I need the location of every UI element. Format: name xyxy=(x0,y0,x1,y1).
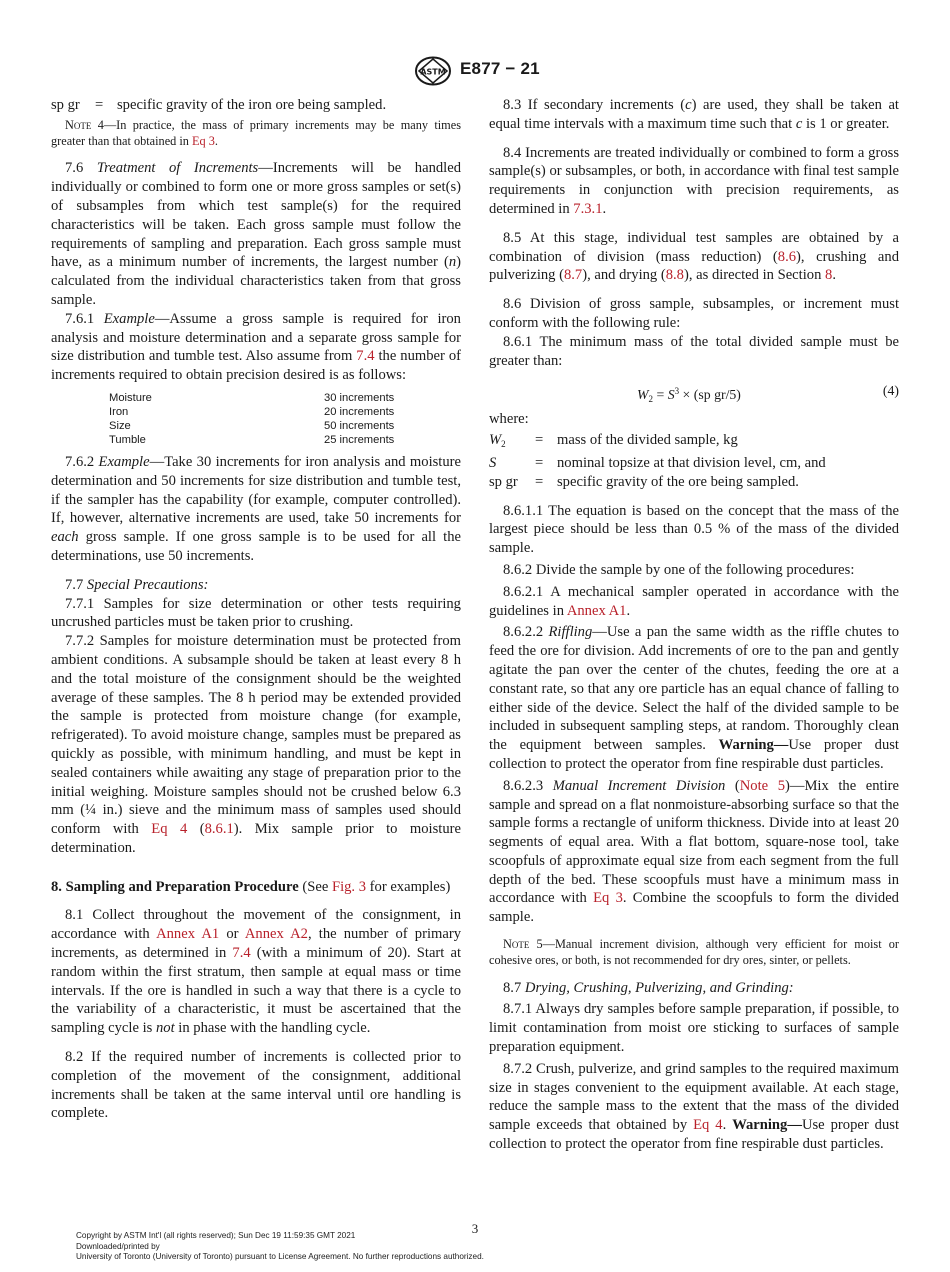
para-number: 8.6.2.3 xyxy=(503,777,544,794)
para-text: ( xyxy=(725,777,740,794)
definition-row xyxy=(489,473,826,492)
para-text: —Use a pan the same width as the riffle chutes to feed the ore for division. Add increments of ore to the pan and gently agitate the pan over the center of the chutes, feeding the ore at a constant rate, so that any ore particle has an equal chance of falling to either side of the device. Select the half of the divided sample to be included in subsequent sampling steps, at random. Thoroughly clean the equipment between samples. xyxy=(489,624,899,754)
para-number: 8.6 xyxy=(503,296,522,313)
para-text-end: . xyxy=(626,602,631,619)
eq-s-sup: 3 xyxy=(674,386,680,397)
para-number: 7.7.2 xyxy=(65,633,95,650)
para-text: Increments are treated individually or combined to form a gross sample(s) or subsamples, or both, in accordance with final test sample requirements in conjunction with precision requirements, as determined in xyxy=(489,144,899,217)
def-sym: S xyxy=(489,454,497,471)
where-label: where: xyxy=(489,411,529,428)
para-8-5 xyxy=(489,229,899,285)
para-number: 8.2 xyxy=(65,1049,84,1066)
para-8-6-2-3 xyxy=(489,777,899,927)
table-cell-count: 30 increments xyxy=(324,391,395,404)
para-8-4 xyxy=(489,144,899,219)
para-text-end: Use proper dust collection to protect the operator from fine respirable dust particles. xyxy=(489,737,899,772)
para-text: —Increments will be handled individually or combined to form one or more gross samples or set(s) of subsamples from which test sample(s) for the required characteristics will be taken. Each gross sample must follow the requirements of sampling and preparation. Each gross sample must have, as a minimum number of increments, the largest number ( xyxy=(51,160,462,271)
ref-8-7-link[interactable]: 8.7 xyxy=(563,267,583,284)
para-text: If secondary increments ( xyxy=(527,97,686,113)
emph-not: not xyxy=(155,1020,175,1037)
eq-equals: = xyxy=(653,387,668,403)
table-row xyxy=(109,405,461,419)
note-text-end: . xyxy=(214,133,218,148)
left-column xyxy=(51,96,461,1123)
para-number: 8.6.1.1 xyxy=(503,502,544,519)
def-sym: W xyxy=(489,432,502,449)
astm-logo-icon xyxy=(414,56,452,86)
standard-designation: E877 − 21 xyxy=(460,59,540,78)
para-text-b: , the number of primary increments, as determined in xyxy=(51,926,462,962)
para-title: Treatment of Increments xyxy=(96,160,259,177)
para-text-b: ), crushing and pulverizing ( xyxy=(489,248,899,284)
table-cell-name: Moisture xyxy=(109,391,152,404)
def-symbol xyxy=(489,454,535,473)
eq3-link[interactable]: Eq 3 xyxy=(593,890,623,907)
annex-a1-link[interactable]: Annex A1 xyxy=(156,926,220,943)
para-text-end: . xyxy=(832,267,836,284)
section-8-heading xyxy=(51,878,461,897)
para-7-6-2 xyxy=(51,453,461,566)
para-text-end: in phase with the handling cycle. xyxy=(174,1020,371,1037)
para-title: Example xyxy=(103,310,155,327)
def-symbol xyxy=(489,431,535,454)
eq3-link[interactable]: Eq 3 xyxy=(192,133,215,148)
svg-text:ASTM: ASTM xyxy=(420,67,446,77)
para-text-b: . xyxy=(722,1117,733,1134)
para-title: Example xyxy=(98,453,150,470)
para-text: —Assume a gross sample is required for iron analysis and moisture determination and a separate gross sample for size distribution and tumble test. Also assume from xyxy=(51,310,461,365)
def-equals: = xyxy=(95,97,104,113)
para-number: 7.6.1 xyxy=(65,310,95,327)
para-text: Always dry samples before sample preparation, if possible, to limit contamination from moist ore sticking to surfaces of sample preparation equipment. xyxy=(489,1001,900,1056)
ref-8-8-link[interactable]: 8.8 xyxy=(665,267,684,284)
para-number: 7.6 xyxy=(65,160,84,177)
table-cell-name: Iron xyxy=(109,405,129,418)
para-number: 7.7.1 xyxy=(65,595,95,612)
def-sub: 2 xyxy=(501,439,506,450)
para-text: Samples for size determination or other tests requiring uncrushed particles must be taken prior to crushing. xyxy=(51,595,461,631)
para-number: 7.7 xyxy=(65,576,84,593)
ref-7-4-link[interactable]: 7.4 xyxy=(356,348,375,365)
def-equals: = xyxy=(535,454,544,471)
right-column xyxy=(489,96,899,1154)
para-text: A mechanical sampler operated in accordance with the guidelines in xyxy=(489,583,899,619)
para-8-6-1-1 xyxy=(489,502,899,558)
definition-row xyxy=(489,431,826,454)
equation-body xyxy=(637,382,741,409)
para-number: 8.7.1 xyxy=(503,1001,533,1018)
note-text: —In practice, the mass of primary increments may be many times greater than that obtained in xyxy=(51,117,461,148)
para-8-7 xyxy=(489,979,899,998)
para-8-7-2 xyxy=(489,1060,899,1154)
para-8-6-2 xyxy=(489,561,899,580)
table-cell-count: 25 increments xyxy=(324,433,395,446)
var-c: c xyxy=(685,97,692,113)
para-text-end: gross sample. If one gross sample is to be used for all the determinations, use 50 increments. xyxy=(51,529,461,564)
para-7-6-1 xyxy=(51,310,461,385)
footer-line: University of Toronto (University of Toronto) pursuant to License Agreement. No further reproductions authorized. xyxy=(76,1252,484,1262)
table-cell-name: Size xyxy=(109,419,131,432)
para-text-end: is 1 or greater. xyxy=(802,115,890,132)
para-text-end: Use proper dust collection to protect the operator from fine respirable dust particles. xyxy=(489,1117,899,1153)
para-7-6 xyxy=(51,159,461,309)
section-text: (See xyxy=(298,878,332,895)
para-8-1 xyxy=(51,906,461,1038)
definition-list xyxy=(489,431,826,491)
fig3-link[interactable]: Fig. 3 xyxy=(331,878,367,895)
para-8-2 xyxy=(51,1048,461,1123)
note-text: —Manual increment division, although very efficient for moist or cohesive ores, or both, is not recommended for dry ores, sinter, or pellets. xyxy=(489,937,899,967)
para-text: Collect throughout the movement of the consignment, in accordance with xyxy=(51,907,461,943)
para-text-or: or xyxy=(219,926,245,943)
para-text: Samples for moisture determination must be protected from ambient conditions. A subsample should be taken at least every 8 h and the total moisture of the consignment should be the weighted average of these samples. The 8 h period may be extended provided the sample is protected from moisture change (for example, refrigerated). To avoid moisture change, samples must be prepared as quickly as possible, with minimum handling, and must be kept in sealed containers while awaiting any stage of preparation prior to the initial weighing. Moisture samples should not be crushed below 6.3 mm (¼ in.) sieve and the minimum mass of samples used should conform with xyxy=(51,633,461,838)
eq-w-sub: 2 xyxy=(648,394,653,405)
eq4-link[interactable]: Eq 4 xyxy=(151,821,188,838)
section-text-end: for examples) xyxy=(366,878,451,895)
def-equals: = xyxy=(535,473,544,490)
equation-number: (4) xyxy=(882,383,899,399)
para-text-d: ), as directed in Section xyxy=(683,267,826,284)
def-text: nominal topsize at that division level, cm, and xyxy=(557,454,826,471)
para-number: 8.1 xyxy=(65,907,84,924)
note-5 xyxy=(489,937,899,969)
para-text: Crush, pulverize, and grind samples to the required maximum size in stages convenient to the equipment available. At each stage, reduce the sample mass to the extent that the mass of the divided sample exceeds that obtained by xyxy=(489,1060,899,1134)
table-row xyxy=(109,419,461,433)
para-text: Division of gross sample, subsamples, or increment must conform with the following rule: xyxy=(489,296,899,331)
para-number: 8.6.2.2 xyxy=(503,624,544,641)
para-number: 8.3 xyxy=(503,97,522,113)
note-4 xyxy=(51,118,461,150)
para-8-6-1 xyxy=(489,333,899,371)
para-number: 8.7.2 xyxy=(503,1060,533,1077)
eq-s: S xyxy=(667,387,675,403)
eq-rest: × (sp gr/5) xyxy=(679,387,741,403)
para-text-end: the number of increments required to obtain precision desired is as follows: xyxy=(51,348,461,384)
emph-each: each xyxy=(51,529,79,546)
section-title: Sampling and Preparation Procedure xyxy=(65,878,299,895)
page-number: 3 xyxy=(471,1221,479,1236)
def-text: mass of the divided sample, kg xyxy=(557,432,738,449)
para-7-7-2 xyxy=(51,632,461,858)
para-text: At this stage, individual test samples are obtained by a combination of division (mass reduction) ( xyxy=(489,229,900,265)
ref-7-4-link[interactable]: 7.4 xyxy=(232,945,251,962)
para-text-end: ) calculated from the individual characteristics taken from that gross sample. xyxy=(51,254,461,308)
para-7-7 xyxy=(51,576,461,595)
table-cell-name: Tumble xyxy=(109,433,146,446)
para-text-c: (with a minimum of 20). Start at random within the first stratum, then sample at equal mass or time intervals. If the ore is handled in such a way that there is a cycle to the variability of a characteristic, it must be ascertained that the sampling cycle is xyxy=(51,945,462,1037)
table-cell-count: 50 increments xyxy=(324,419,395,432)
para-text: If the required number of increments is collected prior to completion of the movement of the consignment, additional increments shall be taken at the same interval until ore handling is complete. xyxy=(51,1049,461,1122)
def-text: specific gravity of the iron ore being sampled. xyxy=(117,97,387,113)
warning-label: Warning— xyxy=(732,1117,802,1134)
para-text-c: ), and drying ( xyxy=(582,267,666,284)
definition-sp-gr xyxy=(51,96,386,115)
ref-section-8-link[interactable]: 8 xyxy=(825,267,833,284)
annex-a2-link[interactable]: Annex A2 xyxy=(244,926,308,943)
para-number: 7.6.2 xyxy=(65,453,95,470)
def-text: specific gravity of the ore being sampled. xyxy=(557,473,799,490)
table-cell-count: 20 increments xyxy=(324,405,395,418)
ref-8-6-1-link[interactable]: 8.6.1 xyxy=(204,821,234,838)
para-8-6 xyxy=(489,295,899,333)
para-text-b: )—Mix the entire sample and spread on a flat nonmoisture-absorbing surface so that the sample forms a rectangle of uniform thickness. Divide into at least 20 segments of equal area. With a flat bottom, square-nose tool, take scoopfuls of approximate equal size from each segment from the full depth of the bed. These scoopfuls must have a minimum mass in accordance with xyxy=(489,777,899,907)
definition-row xyxy=(489,454,826,473)
para-text-mid: ( xyxy=(187,821,205,838)
para-text-end: . xyxy=(602,200,607,217)
para-text: Divide the sample by one of the following procedures: xyxy=(535,561,855,578)
def-symbol: sp gr xyxy=(51,97,80,113)
para-number: 8.6.2.1 xyxy=(503,583,544,600)
para-title: Riffling xyxy=(548,624,593,641)
para-text-b: ) are used, they shall be taken at equal time intervals with a maximum time such that xyxy=(489,97,899,132)
annex-a1-link[interactable]: Annex A1 xyxy=(566,602,627,619)
eq4-link[interactable]: Eq 4 xyxy=(693,1117,723,1134)
para-number: 8.6.2 xyxy=(503,561,533,578)
var-c: c xyxy=(795,115,803,132)
increments-table xyxy=(109,391,461,447)
para-8-6-2-2 xyxy=(489,623,899,773)
note5-link[interactable]: Note 5 xyxy=(739,777,785,794)
footer-line: Copyright by ASTM Int'l (all rights reserved); Sun Dec 19 11:59:35 GMT 2021 xyxy=(76,1231,356,1240)
para-text: The equation is based on the concept that the mass of the largest piece should be less than 0.5 % of the mass of the divided sample. xyxy=(489,502,899,557)
para-8-6-2-1 xyxy=(489,583,899,621)
para-title: Drying, Crushing, Pulverizing, and Grinding: xyxy=(524,979,794,996)
para-7-7-1 xyxy=(51,595,461,633)
page-header xyxy=(0,56,950,86)
note-label: Note 5 xyxy=(503,937,543,952)
para-number: 8.5 xyxy=(503,229,522,246)
section-number: 8. xyxy=(51,878,62,895)
para-text: The minimum mass of the total divided sample must be greater than: xyxy=(489,333,899,369)
var-n: n xyxy=(448,254,457,271)
warning-label: Warning— xyxy=(718,737,789,754)
para-number: 8.6.1 xyxy=(503,333,533,350)
para-8-3 xyxy=(489,96,899,134)
footer-line: Downloaded/printed by xyxy=(76,1241,160,1251)
eq-w: W xyxy=(637,387,649,403)
para-number: 8.7 xyxy=(503,979,522,996)
def-equals: = xyxy=(535,432,544,449)
para-text: —Take 30 increments for iron analysis and moisture determination and 50 increments for size distribution and tumble test, if the sampler has the capability (for example, computer controlled). If, however, alternative increments are used, take 50 increments for xyxy=(51,453,461,527)
copyright-footer xyxy=(76,1231,484,1263)
para-text-end: ). Mix sample prior to moisture determination. xyxy=(51,821,461,856)
para-title: Special Precautions: xyxy=(86,576,209,593)
ref-7-3-1-link[interactable]: 7.3.1 xyxy=(573,200,603,217)
equation-4 xyxy=(489,378,899,404)
para-number: 8.4 xyxy=(503,144,522,161)
para-text-end: . Combine the scoopfuls to form the divided sample. xyxy=(489,890,899,926)
table-row xyxy=(109,391,461,405)
para-8-7-1 xyxy=(489,1000,899,1056)
table-row xyxy=(109,433,461,447)
note-label: Note 4 xyxy=(65,117,104,132)
para-title: Manual Increment Division xyxy=(552,777,726,794)
def-symbol: sp gr xyxy=(489,473,518,490)
ref-8-6-link[interactable]: 8.6 xyxy=(777,248,797,265)
